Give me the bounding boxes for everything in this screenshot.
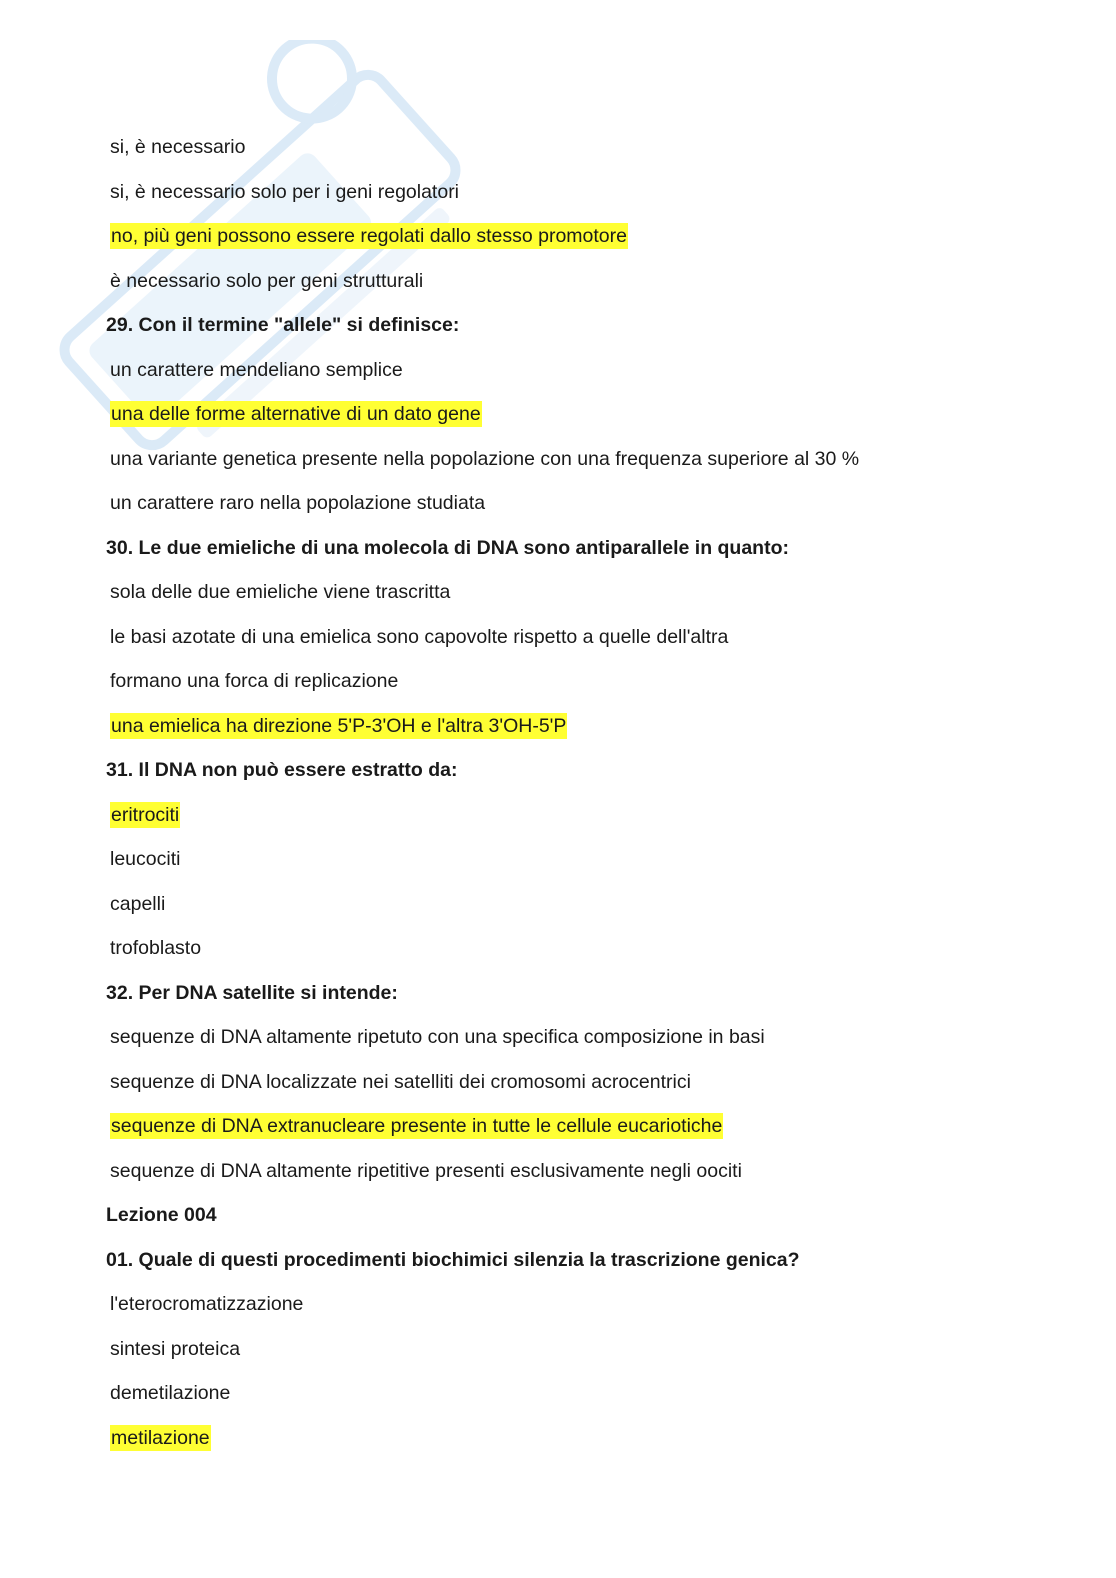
highlighted-correct-answer: metilazione	[111, 1426, 210, 1449]
highlighted-correct-answer: eritrociti	[111, 803, 180, 826]
line-text: è necessario solo per geni strutturali	[110, 269, 424, 292]
line-text: formano una forca di replicazione	[110, 670, 399, 692]
highlighted-correct-answer: una emielica ha direzione 5'P-3'OH e l'altra 3'OH-5'P	[111, 714, 567, 737]
answer-option	[106, 837, 1006, 882]
answer-option	[106, 926, 1006, 971]
answer-option	[106, 437, 1006, 482]
answer-option	[106, 170, 1006, 215]
question-text	[106, 526, 1006, 571]
line-text: trofoblasto	[110, 937, 202, 959]
answer-option	[106, 1327, 1006, 1372]
answer-option	[106, 259, 1006, 304]
line-text: una variante genetica presente nella popolazione con una frequenza superiore al 30 %	[110, 447, 860, 470]
answer-option	[106, 1149, 1006, 1194]
answer-option	[106, 1060, 1006, 1105]
answer-option	[106, 882, 1006, 927]
answer-option	[106, 570, 1006, 615]
line-text: 30. Le due emieliche di una molecola di DNA sono antiparallele in quanto:	[106, 536, 789, 559]
line-text: le basi azotate di una emielica sono capovolte rispetto a quelle dell'altra	[110, 625, 729, 648]
answer-option	[106, 125, 1006, 170]
question-text	[106, 1238, 1006, 1283]
answer-option	[106, 214, 1006, 259]
answer-option	[106, 704, 1006, 749]
answer-option	[106, 348, 1006, 393]
highlighted-correct-answer: una delle forme alternative di un dato gene	[111, 403, 481, 425]
answer-option	[106, 1282, 1006, 1327]
answer-option	[106, 793, 1006, 838]
line-text: un carattere mendeliano semplice	[110, 358, 403, 381]
answer-option	[106, 615, 1006, 660]
line-text: capelli	[110, 892, 166, 915]
highlighted-correct-answer: sequenze di DNA extranucleare presente in tutte le cellule eucariotiche	[111, 1115, 723, 1137]
line-text: 01. Quale di questi procedimenti biochimici silenzia la trascrizione genica?	[106, 1248, 800, 1271]
answer-option	[106, 392, 1006, 437]
line-text: sintesi proteica	[110, 1337, 241, 1360]
answer-option	[106, 481, 1006, 526]
question-text	[106, 748, 1006, 793]
highlighted-correct-answer: no, più geni possono essere regolati dallo stesso promotore	[111, 225, 627, 247]
answer-option	[106, 1416, 1006, 1461]
question-text	[106, 971, 1006, 1016]
answer-option	[106, 1015, 1006, 1060]
line-text: 32. Per DNA satellite si intende:	[106, 981, 398, 1004]
line-text: l'eterocromatizzazione	[110, 1293, 304, 1315]
answer-option	[106, 1371, 1006, 1416]
line-text: sequenze di DNA localizzate nei satelliti dei cromosomi acrocentrici	[110, 1070, 691, 1093]
line-text: demetilazione	[110, 1382, 231, 1404]
line-text: 29. Con il termine "allele" si definisce:	[106, 314, 460, 336]
line-text: sequenze di DNA altamente ripetitive presenti esclusivamente negli oociti	[110, 1159, 742, 1182]
lesson-heading	[106, 1193, 1006, 1238]
line-text: si, è necessario	[110, 136, 246, 158]
line-text: un carattere raro nella popolazione studiata	[110, 492, 486, 514]
line-text: Lezione 004	[106, 1204, 217, 1226]
line-text: 31. Il DNA non può essere estratto da:	[106, 759, 458, 781]
question-text	[106, 303, 1006, 348]
document-body	[106, 125, 1006, 1460]
line-text: sola delle due emieliche viene trascritta	[110, 581, 451, 603]
answer-option	[106, 1104, 1006, 1149]
line-text: leucociti	[110, 848, 181, 870]
answer-option	[106, 659, 1006, 704]
line-text: sequenze di DNA altamente ripetuto con una specifica composizione in basi	[110, 1026, 765, 1048]
line-text: si, è necessario solo per i geni regolatori	[110, 180, 460, 203]
